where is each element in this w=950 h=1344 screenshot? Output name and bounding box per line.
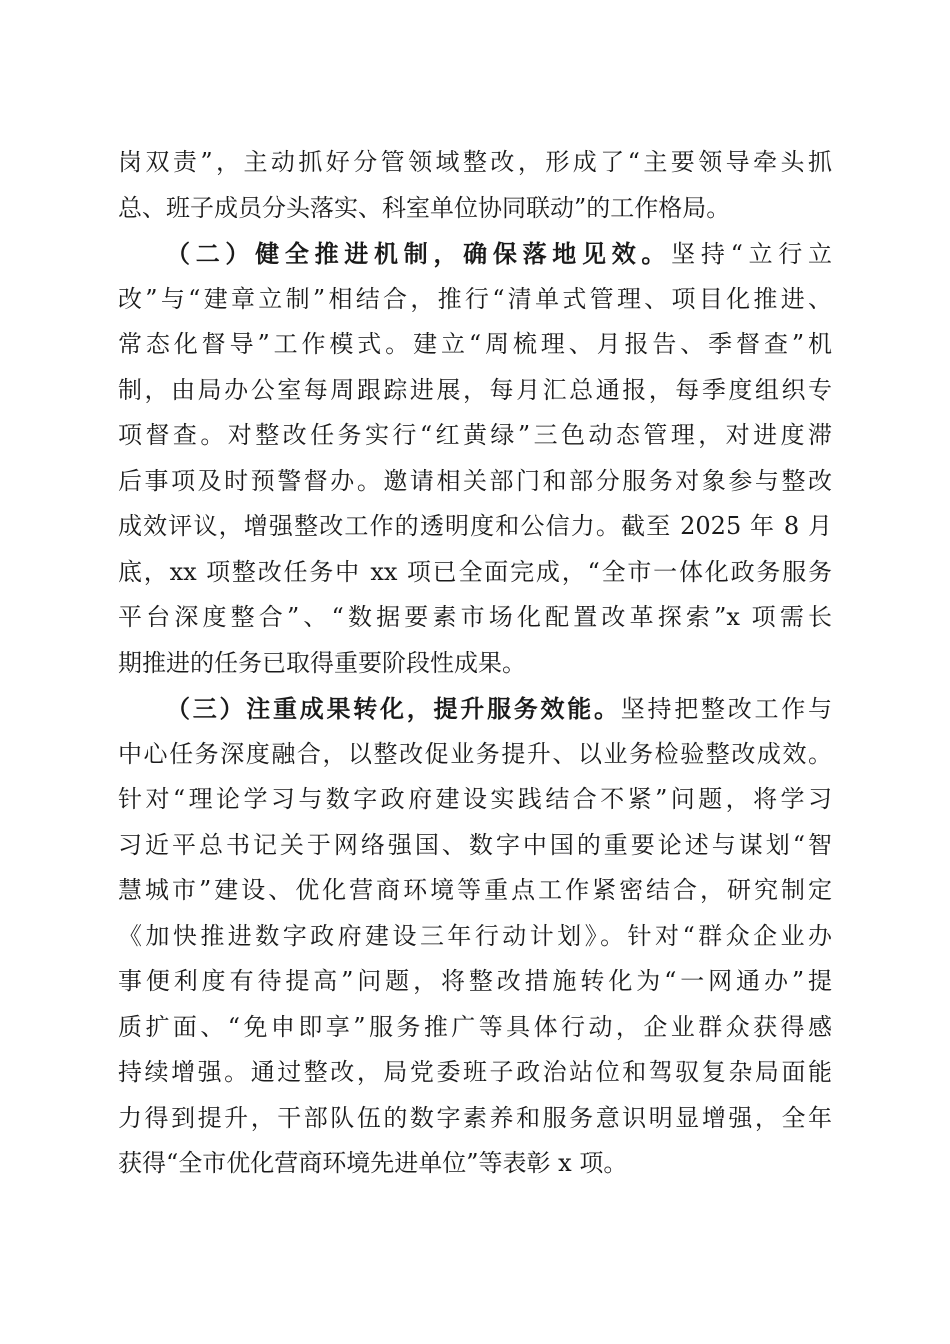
text-line: 事便利度有待提高”问题，将整改措施转化为“一网通办”提 — [118, 967, 832, 995]
text-line: 获得“全市优化营商环境先进单位”等表彰 x 项。 — [118, 1149, 628, 1177]
text-line: 期推进的任务已取得重要阶段性成果。 — [118, 648, 526, 677]
paragraph-2 — [118, 231, 832, 686]
text-line: 中心任务深度融合，以整改促业务提升、以业务检验整改成效。 — [118, 739, 832, 768]
text-line: 岗双责”，主动抓好分管领域整改，形成了“主要领导牵头抓 — [118, 148, 832, 176]
text-line: 习近平总书记关于网络强国、数字中国的重要论述与谋划“智 — [118, 830, 832, 859]
text-line: 针对“理论学习与数字政府建设实践结合不紧”问题，将学习 — [118, 785, 832, 813]
text-line: 底，xx 项整改任务中 xx 项已全面完成，“全市一体化政务服务 — [118, 557, 832, 586]
paragraph-3-first-line — [118, 686, 832, 732]
text-line: 后事项及时预警督办。邀请相关部门和部分服务对象参与整改 — [118, 466, 832, 495]
text-line: 《加快推进数字政府建设三年行动计划》。针对“群众企业办 — [118, 921, 832, 950]
document-body — [118, 140, 832, 1187]
text-line: 质扩面、“免申即享”服务推广等具体行动，企业群众获得感 — [118, 1012, 832, 1041]
section-heading-3: （三）注重成果转化，提升服务效能。 — [166, 694, 621, 723]
text-line: 力得到提升，干部队伍的数字素养和服务意识明显增强，全年 — [118, 1103, 832, 1132]
text-line: 总、班子成员分头落实、科室单位协同联动”的工作格局。 — [118, 193, 731, 222]
paragraph-3 — [118, 686, 832, 1187]
text-run: 坚持把整改工作与 — [620, 695, 832, 723]
text-line: 持续增强。通过整改，局党委班子政治站位和驾驭复杂局面能 — [118, 1058, 832, 1086]
text-line: 成效评议，增强整改工作的透明度和公信力。截至 2025 年 8 月 — [118, 512, 832, 540]
text-line: 慧城市”建设、优化营商环境等重点工作紧密结合，研究制定 — [118, 876, 832, 904]
text-line: 项督查。对整改任务实行“红黄绿”三色动态管理，对进度滞 — [118, 421, 832, 449]
paragraph-1 — [118, 140, 832, 231]
text-run: 坚持“立行立 — [671, 240, 832, 268]
section-heading-2: （二）健全推进机制，确保落地见效。 — [166, 239, 672, 268]
text-line: 平台深度整合”、“数据要素市场化配置改革探索”x 项需长 — [118, 603, 832, 631]
paragraph-2-first-line — [118, 231, 832, 277]
text-line: 常态化督导”工作模式。建立“周梳理、月报告、季督查”机 — [118, 330, 832, 358]
text-line: 改”与“建章立制”相结合，推行“清单式管理、项目化推进、 — [118, 284, 832, 313]
text-line: 制，由局办公室每周跟踪进展，每月汇总通报，每季度组织专 — [118, 375, 832, 404]
